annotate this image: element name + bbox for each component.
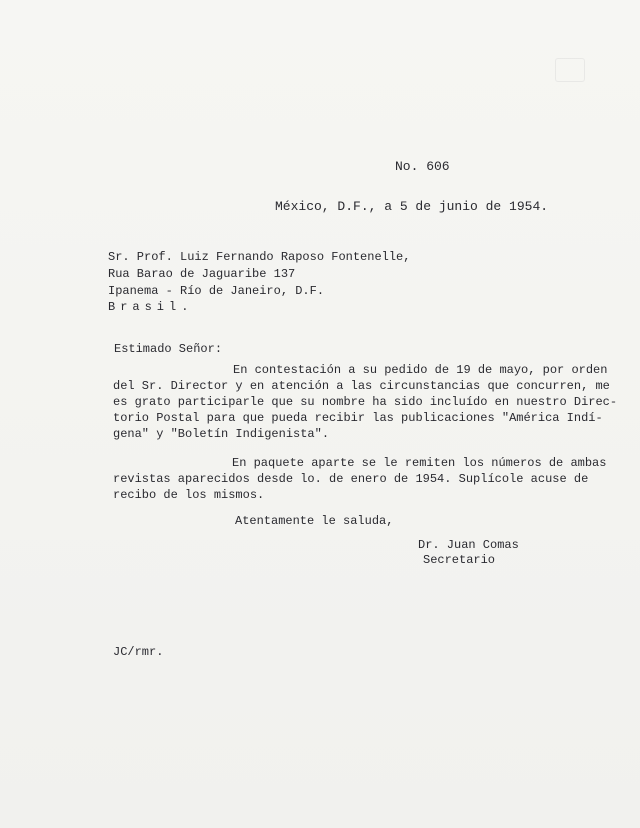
faint-stamp-mark: [555, 58, 585, 82]
recipient-city: Ipanema - Río de Janeiro, D.F.: [108, 284, 325, 298]
paragraph1-line: es grato participarle que su nombre ha sido incluído en nuestro Direc-: [113, 395, 618, 409]
letter-number: No. 606: [395, 159, 450, 174]
paragraph1-line: gena" y "Boletín Indigenista".: [113, 427, 330, 441]
recipient-name: Sr. Prof. Luiz Fernando Raposo Fontenelle,: [108, 250, 411, 264]
letter-date: México, D.F., a 5 de junio de 1954.: [275, 199, 549, 214]
paragraph1-line: En contestación a su pedido de 19 de mayo, por orden: [233, 363, 608, 377]
signature-title: Secretario: [423, 553, 496, 567]
paragraph1-line: torio Postal para que pueda recibir las publicaciones "América Indí-: [113, 411, 603, 425]
paragraph2-line: revistas aparecidos desde lo. de enero de 1954. Suplícole acuse de: [113, 472, 589, 486]
paragraph2-line: En paquete aparte se le remiten los números de ambas: [232, 456, 607, 470]
paragraph2-line: recibo de los mismos.: [113, 488, 265, 502]
salutation: Estimado Señor:: [114, 342, 223, 356]
recipient-street: Rua Barao de Jaguaribe 137: [108, 267, 296, 281]
paragraph1-line: del Sr. Director y en atención a las circunstancias que concurren, me: [113, 379, 610, 393]
signature-name: Dr. Juan Comas: [418, 538, 519, 552]
recipient-country: Brasil.: [108, 300, 194, 314]
reference-initials: JC/rmr.: [113, 645, 164, 659]
closing-phrase: Atentamente le saluda,: [235, 514, 394, 528]
